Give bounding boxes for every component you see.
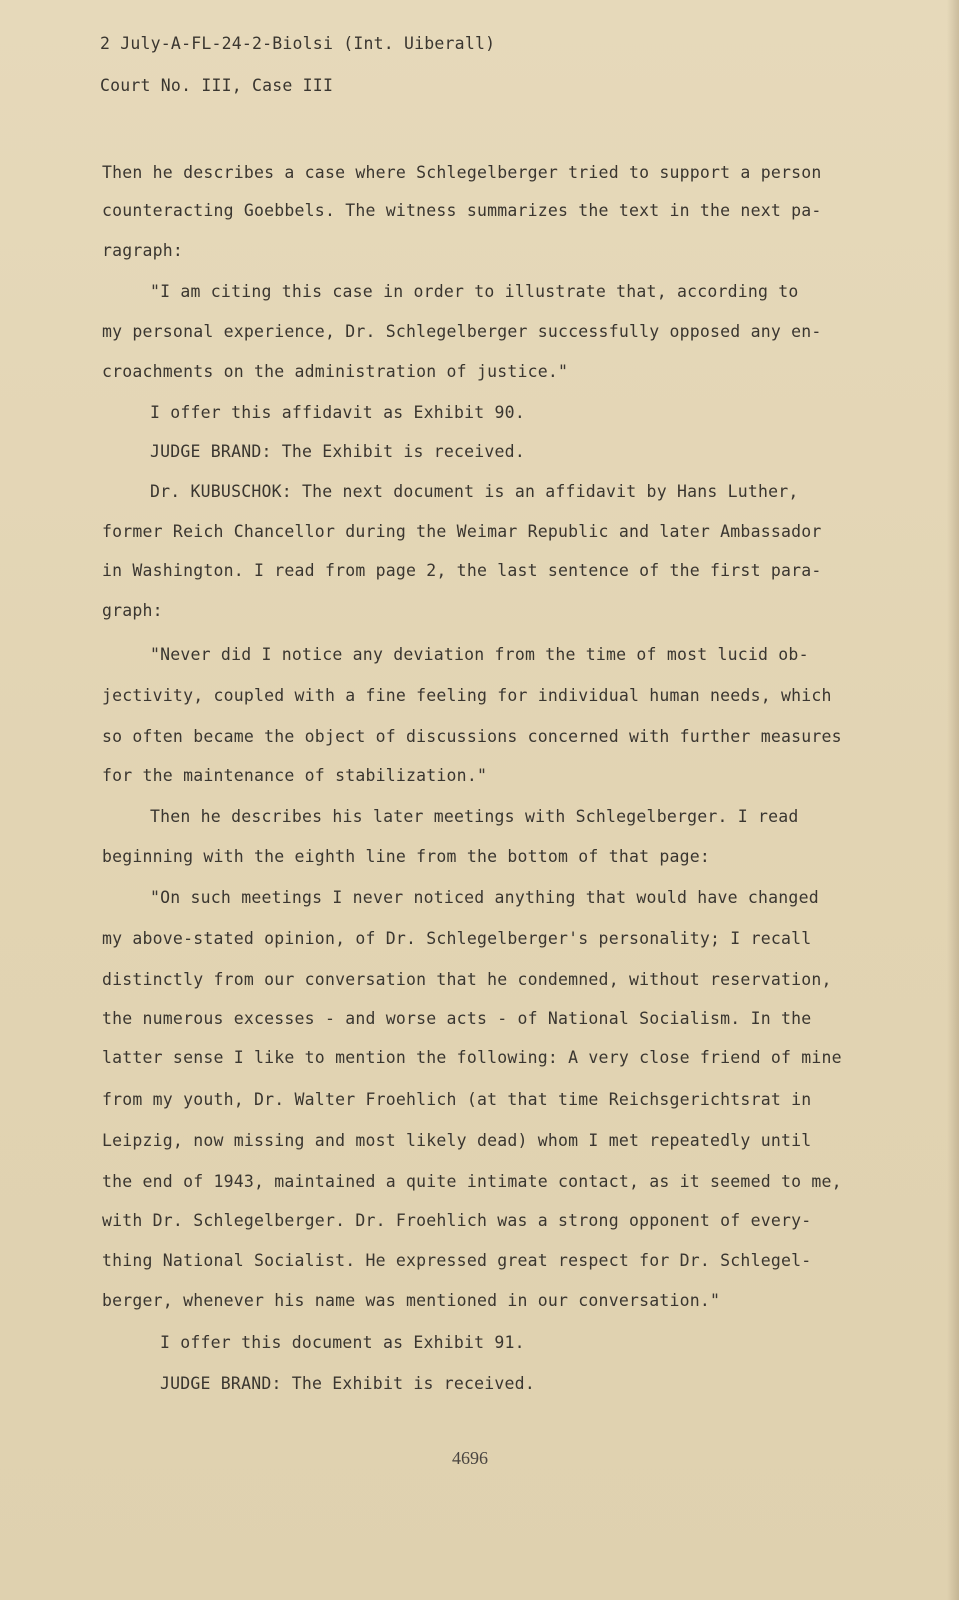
quote-line: "I am citing this case in order to illustrate that, according to: [150, 282, 799, 301]
paragraph-line: graph:: [102, 601, 163, 620]
quote-line: my personal experience, Dr. Schlegelberger successfully opposed any en-: [102, 322, 822, 341]
header-court: Court No. III, Case III: [100, 76, 334, 95]
judge-statement: JUDGE BRAND: The Exhibit is received.: [150, 442, 525, 461]
quote-line: distinctly from our conversation that he condemned, without reservation,: [102, 970, 832, 989]
quote-line: "On such meetings I never noticed anything that would have changed: [150, 888, 819, 907]
quote-line: from my youth, Dr. Walter Froehlich (at that time Reichsgerichtsrat in: [102, 1090, 812, 1109]
paragraph-line: Then he describes a case where Schlegelberger tried to support a person: [102, 163, 822, 182]
quote-line: Leipzig, now missing and most likely dead) whom I met repeatedly until: [102, 1131, 812, 1150]
paragraph-line: Dr. KUBUSCHOK: The next document is an affidavit by Hans Luther,: [150, 482, 799, 501]
header-reference: 2 July-A-FL-24-2-Biolsi (Int. Uiberall): [100, 34, 496, 53]
quote-line: croachments on the administration of justice.": [102, 362, 569, 381]
paragraph-line: ragraph:: [102, 241, 184, 260]
quote-line: the end of 1943, maintained a quite intimate contact, as it seemed to me,: [102, 1172, 842, 1191]
quote-line: jectivity, coupled with a fine feeling for individual human needs, which: [102, 686, 832, 705]
judge-statement: JUDGE BRAND: The Exhibit is received.: [160, 1374, 535, 1393]
paragraph-line: Then he describes his later meetings with Schlegelberger. I read: [150, 807, 799, 826]
page-edge: [947, 0, 959, 1600]
quote-line: so often became the object of discussions concerned with further measures: [102, 727, 842, 746]
paragraph-line: in Washington. I read from page 2, the last sentence of the first para-: [102, 561, 822, 580]
quote-line: for the maintenance of stabilization.": [102, 766, 488, 785]
exhibit-offer: I offer this document as Exhibit 91.: [160, 1333, 525, 1352]
quote-line: berger, whenever his name was mentioned in our conversation.": [102, 1291, 721, 1310]
paragraph-line: counteracting Goebbels. The witness summarizes the text in the next pa-: [102, 201, 822, 220]
quote-line: my above-stated opinion, of Dr. Schlegelberger's personality; I recall: [102, 929, 812, 948]
quote-line: with Dr. Schlegelberger. Dr. Froehlich was a strong opponent of every-: [102, 1211, 812, 1230]
exhibit-offer: I offer this affidavit as Exhibit 90.: [150, 403, 525, 422]
paragraph-line: former Reich Chancellor during the Weimar Republic and later Ambassador: [102, 522, 822, 541]
quote-line: latter sense I like to mention the following: A very close friend of mine: [102, 1048, 842, 1067]
quote-line: thing National Socialist. He expressed great respect for Dr. Schlegel-: [102, 1251, 812, 1270]
quote-line: the numerous excesses - and worse acts - of National Socialism. In the: [102, 1009, 812, 1028]
quote-line: "Never did I notice any deviation from the time of most lucid ob-: [150, 645, 809, 664]
paragraph-line: beginning with the eighth line from the bottom of that page:: [102, 847, 711, 866]
page-number: 4696: [452, 1448, 488, 1468]
